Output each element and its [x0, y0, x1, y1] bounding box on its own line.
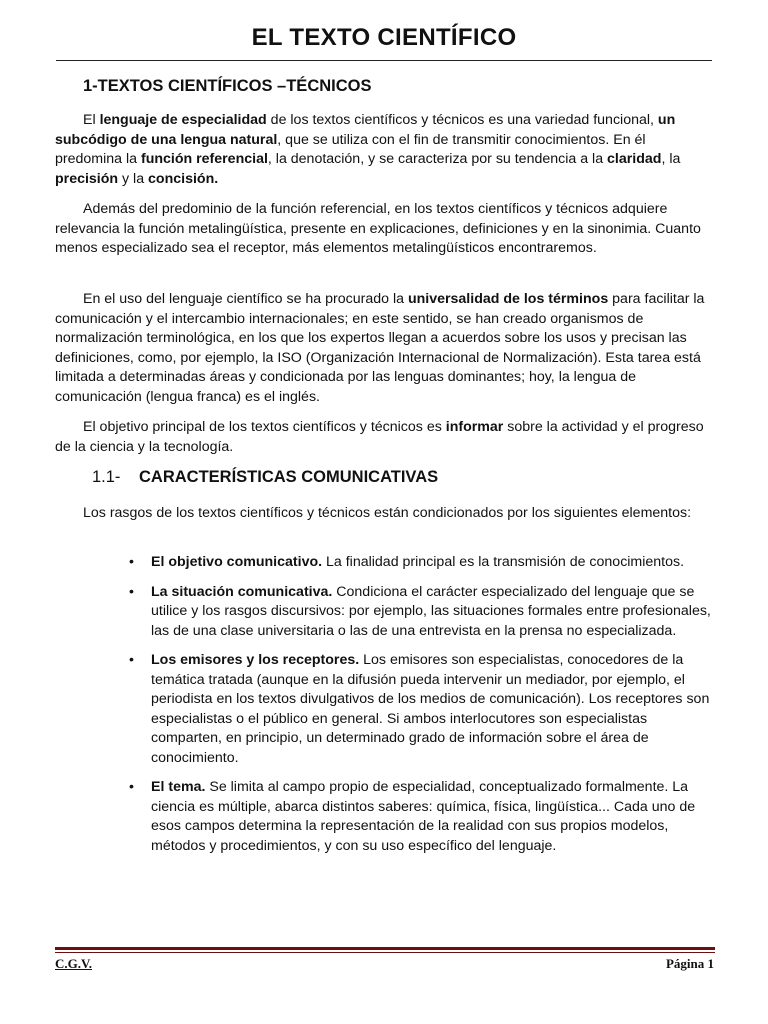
section-title: CARACTERÍSTICAS COMUNICATIVAS — [139, 468, 439, 486]
footer-author: C.G.V. — [55, 956, 92, 971]
document-title: EL TEXTO CIENTÍFICO — [251, 24, 517, 51]
bullet-item — [120, 778, 715, 856]
bullet-item — [120, 553, 715, 573]
text-run: , la — [661, 151, 681, 167]
text-run: Los rasgos de los textos científicos y técnicos están condicionados por los siguientes elementos: — [83, 505, 692, 521]
bold-text: función referencial — [140, 151, 268, 167]
bullet-icon: • — [129, 583, 134, 600]
text-run: El objetivo principal de los textos científicos y técnicos es — [83, 419, 446, 435]
footer-page-number: Página 1 — [665, 956, 714, 971]
bold-text: un subcódigo de una lengua natural — [55, 112, 676, 148]
text-run: para facilitar la comunicación y el intercambio internacionales; en este sentido, se han creado organismos de normalización terminológica, en los que los expertos llegan a acuerdos sobre los usos y precisan las definiciones, como, por ejemplo, la ISO (Organización Internacional de Normalización). Esta tarea está limitada a determinadas áreas y condicionada por las lenguas dominantes; hoy, la lengua de comunicación (lengua franca) es el inglés. — [55, 291, 705, 405]
text-run: , la denotación, y se caracteriza por su tendencia a la — [267, 151, 608, 167]
paragraph-4 — [55, 418, 715, 457]
bullet-term: El objetivo comunicativo. — [151, 554, 323, 570]
text-run: Además del predominio de la función referencial, en los textos científicos y técnicos adquiere relevancia la función metalingüística, presente en explicaciones, definiciones y en la sinonimia. Cuanto menos especializado sea el receptor, más elementos metalingüísticos encontraremos. — [55, 201, 701, 256]
bullet-item — [120, 651, 715, 768]
text-run: El — [83, 112, 100, 128]
bullet-text: Se limita al campo propio de especialidad, conceptualizado formalmente. La ciencia es múltiple, abarca distintos saberes: química, física, lingüística... Cada uno de esos campos determina la representación de la realidad con sus propios modelos, métodos y procedimientos, y con su uso específico del lenguaje. — [151, 779, 696, 854]
text-run: En el uso del lenguaje científico se ha procurado la — [83, 291, 408, 307]
text-run: sobre la actividad y el progreso de la ciencia y la tecnología. — [55, 419, 704, 455]
bullet-icon: • — [129, 652, 134, 668]
bold-text: concisión. — [148, 170, 219, 187]
bullet-text: Los emisores son especialistas, conocedores de la temática tratada (aunque en la difusión pueda intervenir un mediador, por ejemplo, el periodista en los textos divulgativos de los medios de comunicación). Los receptores son especialistas o el público en general. Si ambos interlocutores son especialistas comparten, en principio, un determinado grado de información sobre el área de conocimiento. — [151, 652, 710, 766]
title-underline — [56, 60, 712, 61]
section-heading-1: 1-TEXTOS CIENTÍFICOS –TÉCNICOS — [83, 77, 372, 95]
bold-text: universalidad de los términos — [407, 291, 609, 307]
text-run: y la — [118, 170, 149, 187]
bullet-icon: • — [129, 554, 134, 570]
paragraph-3 — [55, 290, 715, 407]
bold-text: lenguaje de especialidad — [99, 112, 267, 128]
bullet-icon: • — [129, 779, 134, 795]
text-run: , que se utiliza con el fin de transmitir conocimientos. En él predomina la — [55, 131, 646, 167]
paragraph-1 — [55, 111, 715, 189]
text-run: de los textos científicos y técnicos es una variedad funcional, — [266, 112, 658, 128]
bold-text: claridad — [607, 151, 662, 167]
bullet-text: La finalidad principal es la transmisión de conocimientos. — [322, 554, 685, 570]
section-heading-1-1 — [92, 468, 438, 487]
bold-text: precisión — [55, 170, 119, 187]
paragraph-2 — [55, 200, 715, 259]
bullet-text: Condiciona el carácter especializado del lenguaje que se utilice y los rasgos discursivos: por ejemplo, las situaciones formales entre profesionales, las de una clase universitaria o las de una entrevista en la prensa no especializada. — [151, 583, 711, 639]
bullet-term: Los emisores y los receptores. — [151, 652, 360, 668]
footer-rule-thin — [55, 952, 715, 953]
bullet-term: El tema. — [151, 779, 206, 795]
section-number: 1.1- — [92, 468, 121, 486]
paragraph-5 — [55, 504, 715, 524]
bullet-list — [120, 553, 715, 866]
footer-rule-thick — [55, 947, 715, 950]
bullet-term: La situación comunicativa. — [151, 583, 333, 600]
bullet-item — [120, 583, 715, 642]
bold-text: informar — [445, 419, 504, 435]
